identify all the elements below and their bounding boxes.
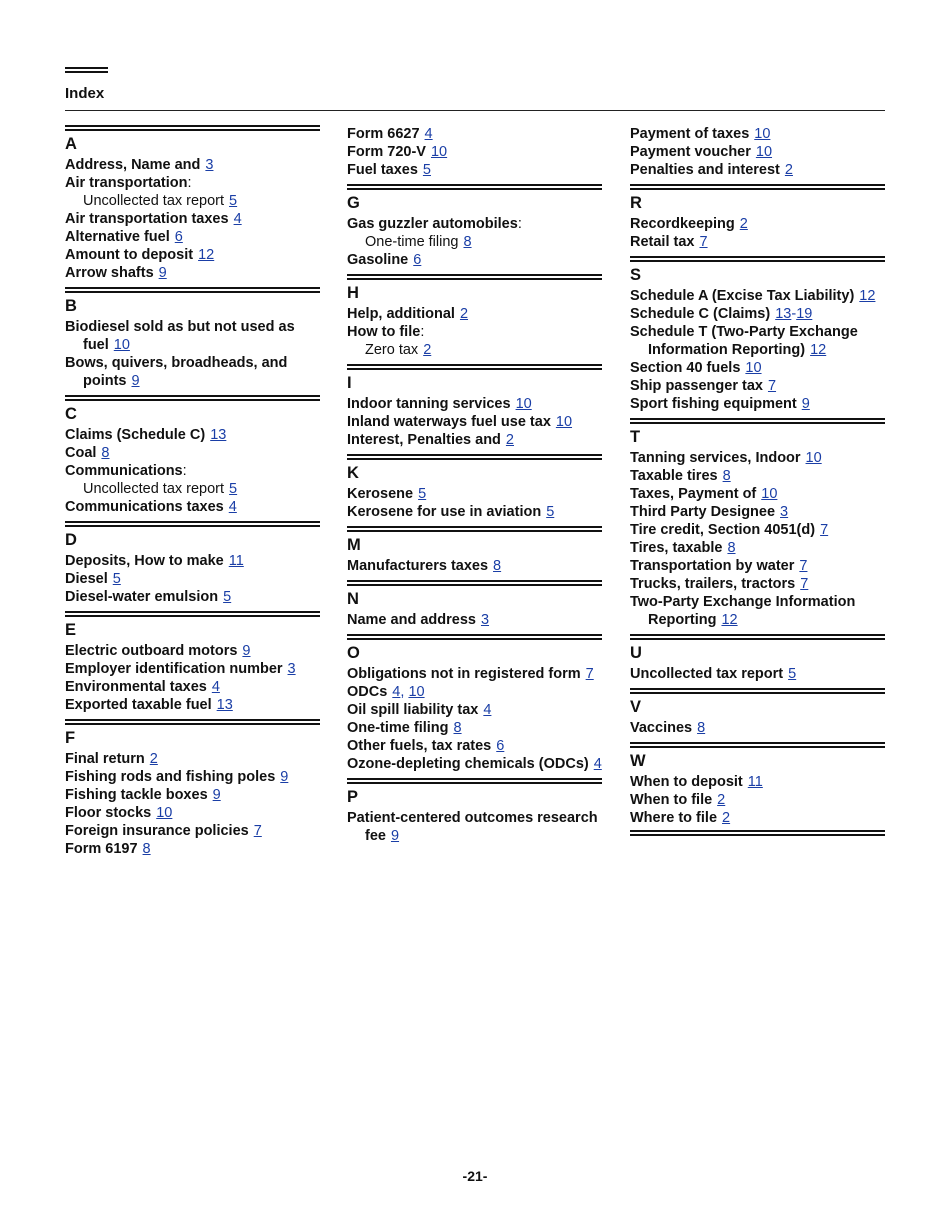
index-entry [630,557,885,575]
entry-term: Oil spill liability tax [347,702,479,718]
page-link[interactable]: 8 [727,540,736,556]
entry-term: Patient-centered outcomes research fee [347,810,598,844]
page-link[interactable]: 9 [280,769,289,785]
section-letter-a: A [65,135,77,153]
page-link[interactable]: 7 [699,234,708,250]
page-link[interactable]: 10 [805,450,822,466]
index-entry [630,485,885,503]
page-link[interactable]: 8 [463,234,472,250]
entry-term: Ozone-depleting chemicals (ODCs) [347,756,589,772]
index-entry [630,377,885,395]
entry-term: Interest, Penalties and [347,432,501,448]
entry-term: Floor stocks [65,805,152,821]
index-entry [65,354,320,390]
page-separator: , [400,684,409,700]
page-number: -21- [462,1168,488,1184]
section-divider [65,719,320,725]
page-link[interactable]: 6 [496,738,505,754]
entry-term: One-time filing [347,720,449,736]
index-entry [65,552,320,570]
page-link[interactable]: 10 [761,486,778,502]
entry-term: Schedule T (Two-Party Exchange Information Reporting) [630,324,858,358]
subentry-label: Zero tax [365,342,419,358]
entry-term: Air transportation taxes [65,211,229,227]
page-link[interactable]: 3 [287,661,296,677]
page-link[interactable]: 3 [205,157,214,173]
page-link[interactable]: 10 [408,684,425,700]
index-entry [630,503,885,521]
section-divider [347,580,602,586]
entry-term: Form 6627 [347,126,420,142]
page-link[interactable]: 2 [722,810,731,826]
entry-term: Kerosene [347,486,414,502]
section-divider [347,364,602,370]
section-letter-f: F [65,729,76,747]
section-divider [65,611,320,617]
index-column-2 [347,125,602,845]
entry-term: Ship passenger tax [630,378,763,394]
page-link[interactable]: 2 [423,342,432,358]
page-title: Index [65,85,105,102]
index-entry [630,359,885,377]
index-entry [347,305,602,323]
entry-colon: : [187,175,192,191]
page-link[interactable]: 12 [859,288,876,304]
entry-term: Schedule C (Claims) [630,306,771,322]
index-entry [630,719,885,737]
index-subentry [347,341,602,359]
entry-term: Environmental taxes [65,679,207,695]
page-link[interactable]: 2 [717,792,726,808]
entry-term: Payment of taxes [630,126,750,142]
page-link[interactable]: 5 [229,193,238,209]
section-divider [347,454,602,460]
index-entry [65,570,320,588]
entry-term: Where to file [630,810,718,826]
entry-term: Fishing tackle boxes [65,787,208,803]
page-link[interactable]: 8 [493,558,502,574]
page-separator: - [791,306,797,322]
index-entry [347,665,602,683]
index-entry [630,521,885,539]
page-link[interactable]: 10 [745,360,762,376]
page-link[interactable]: 10 [755,144,773,160]
entry-term: Recordkeeping [630,216,735,232]
page-link[interactable]: 4 [483,702,492,718]
section-letter-w: W [630,752,646,770]
entry-term: Form 720-V [347,144,426,160]
page-link[interactable]: 6 [174,229,183,245]
page-link[interactable]: 9 [131,373,140,389]
page-link[interactable]: 12 [721,612,738,628]
index-entry [65,264,320,282]
entry-colon: : [420,324,425,340]
page-link[interactable]: 9 [158,265,167,281]
section-divider [630,634,885,640]
index-subentry [65,192,320,210]
entry-term: Form 6197 [65,841,138,857]
entry-term: Taxes, Payment of [630,486,757,502]
page-link[interactable]: 4 [593,756,602,772]
section-letter-r: R [630,194,642,212]
entry-term: Arrow shafts [65,265,154,281]
header-divider [65,110,885,111]
entry-term: Alternative fuel [65,229,170,245]
index-entry [65,174,320,192]
entry-term: Coal [65,445,97,461]
entry-term: Schedule A (Excise Tax Liability) [630,288,855,304]
index-entry [65,210,320,228]
entry-term: ODCs [347,684,388,700]
page-link[interactable]: 11 [228,553,244,569]
index-entry [65,588,320,606]
index-entry [347,809,602,845]
index-subentry [65,480,320,498]
index-entry [65,804,320,822]
page-link[interactable]: 19 [796,306,813,322]
entry-term: Manufacturers taxes [347,558,489,574]
entry-colon: : [182,463,187,479]
entry-term: Two-Party Exchange Information Reporting [630,594,856,628]
index-entry [65,462,320,480]
index-entry [347,395,602,413]
entry-term: Exported taxable fuel [65,697,212,713]
index-entry [65,318,320,354]
page-link[interactable]: 12 [810,342,827,358]
entry-colon: : [517,216,522,232]
entry-term: Foreign insurance policies [65,823,249,839]
index-subentry [347,233,602,251]
entry-term: Third Party Designee [630,504,776,520]
entry-term: Gasoline [347,252,409,268]
page-link[interactable]: 5 [112,571,121,587]
index-entry [630,233,885,251]
index-entry [65,444,320,462]
page-link[interactable]: 5 [223,589,232,605]
index-entry [347,557,602,575]
entry-term: Claims (Schedule C) [65,427,206,443]
index-entry [65,246,320,264]
page-link[interactable]: 9 [242,643,251,659]
page-link[interactable]: 10 [515,396,532,412]
index-entry [347,737,602,755]
page-link[interactable]: 5 [788,666,797,682]
index-entry [630,791,885,809]
page-link[interactable]: 5 [422,162,431,178]
index-entry [65,786,320,804]
entry-term: Penalties and interest [630,162,780,178]
index-entry [65,750,320,768]
page-link[interactable]: 7 [253,823,262,839]
section-divider [347,184,602,190]
index-entry [630,323,885,359]
entry-term: Inland waterways fuel use tax [347,414,551,430]
page-link[interactable]: 10 [113,337,130,353]
page-link[interactable]: 8 [142,841,151,857]
page-link[interactable]: 10 [754,126,771,142]
section-letter-e: E [65,621,77,639]
entry-term: Communications taxes [65,499,224,515]
index-entry [347,161,602,179]
index-entry [630,143,885,161]
index-entry [347,413,602,431]
index-entry [630,161,885,179]
entry-term: Final return [65,751,145,767]
entry-term: Transportation by water [630,558,795,574]
entry-term: Indoor tanning services [347,396,511,412]
entry-term: Vaccines [630,720,693,736]
entry-term: Electric outboard motors [65,643,238,659]
page-link[interactable]: 8 [101,445,110,461]
index-entry [65,642,320,660]
subentry-label: One-time filing [365,234,459,250]
entry-term: Air transportation [65,175,188,191]
index-entry [630,773,885,791]
index-entry [630,809,885,827]
column-end-rule [630,830,885,836]
entry-term: Diesel-water emulsion [65,589,219,605]
section-divider [347,778,602,784]
page-link[interactable]: 13 [210,427,227,443]
subentry-label: Uncollected tax report [83,193,225,209]
section-divider [630,418,885,424]
section-letter-k: K [347,464,359,482]
page-link[interactable]: 10 [156,805,173,821]
entry-term: Tire credit, Section 4051(d) [630,522,816,538]
section-letter-t: T [630,428,641,446]
index-entry [347,143,602,161]
page-link[interactable]: 11 [747,774,763,790]
index-column-1 [65,125,320,858]
index-entry [347,719,602,737]
section-letter-m: M [347,536,361,554]
entry-term: Employer identification number [65,661,283,677]
section-divider [630,256,885,262]
subentry-label: Uncollected tax report [83,481,225,497]
section-divider [65,287,320,293]
page-link[interactable]: 6 [413,252,422,268]
entry-term: Taxable tires [630,468,718,484]
entry-term: Tanning services, Indoor [630,450,801,466]
page-link[interactable]: 7 [799,558,808,574]
entry-term: How to file [347,324,421,340]
section-letter-v: V [630,698,642,716]
index-entry [630,593,885,629]
section-letter-i: I [347,374,352,392]
page-link[interactable]: 5 [418,486,427,502]
index-entry [347,611,602,629]
page-link[interactable]: 3 [480,612,490,628]
entry-term: Deposits, How to make [65,553,224,569]
index-column-3 [630,125,885,836]
entry-term: Diesel [65,571,108,587]
index-entry [65,156,320,174]
index-entry [65,228,320,246]
entry-term: Tires, taxable [630,540,723,556]
page-link[interactable]: 2 [784,162,793,178]
index-entry [65,840,320,858]
page-link[interactable]: 7 [800,576,809,592]
section-letter-u: U [630,644,642,662]
page-link[interactable]: 5 [546,504,555,520]
entry-term: Help, additional [347,306,455,322]
section-divider [630,742,885,748]
entry-term: Sport fishing equipment [630,396,797,412]
entry-term: Obligations not in registered form [347,666,581,682]
page-link[interactable]: 8 [453,720,462,736]
section-divider [630,184,885,190]
index-entry [630,467,885,485]
section-letter-p: P [347,788,359,806]
section-letter-h: H [347,284,359,302]
page-link[interactable]: 10 [430,144,448,160]
page-link[interactable]: 3 [780,504,789,520]
section-letter-d: D [65,531,77,549]
header-ornament-rule [65,67,108,73]
page-link[interactable]: 8 [697,720,706,736]
index-entry [630,665,885,683]
index-entry [347,251,602,269]
page-link[interactable]: 4 [211,679,220,695]
index-entry [347,125,602,143]
page-link[interactable]: 4 [424,126,433,142]
entry-term: Kerosene for use in aviation [347,504,542,520]
section-letter-c: C [65,405,77,423]
entry-term: Section 40 fuels [630,360,741,376]
index-entry [630,215,885,233]
index-entry [65,822,320,840]
section-divider [347,526,602,532]
entry-term: Biodiesel sold as but not used as fuel [65,319,295,353]
page-link[interactable]: 12 [198,247,215,263]
index-entry [347,683,602,701]
page-link[interactable]: 4 [228,499,237,515]
page-link[interactable]: 2 [505,432,514,448]
entry-term: Uncollected tax report [630,666,784,682]
index-entry [630,305,885,323]
section-letter-s: S [630,266,642,284]
entry-term: Gas guzzler automobiles [347,216,518,232]
entry-term: Retail tax [630,234,695,250]
page-link[interactable]: 2 [739,216,748,232]
entry-term: When to file [630,792,713,808]
index-entry [630,395,885,413]
entry-term: Fuel taxes [347,162,418,178]
index-entry [65,768,320,786]
entry-term: Amount to deposit [65,247,194,263]
page-link[interactable]: 8 [722,468,731,484]
index-entry [347,215,602,233]
page-link[interactable]: 9 [390,828,400,844]
page-link[interactable]: 9 [801,396,810,412]
index-entry [347,701,602,719]
section-divider [347,634,602,640]
page-link[interactable]: 2 [459,306,469,322]
section-divider [630,688,885,694]
index-entry [630,287,885,305]
index-entry [630,575,885,593]
index-entry [347,431,602,449]
page-link[interactable]: 7 [585,666,594,682]
index-entry [65,696,320,714]
section-divider [347,274,602,280]
entry-term: Other fuels, tax rates [347,738,492,754]
page-link[interactable]: 7 [820,522,829,538]
index-entry [347,755,602,773]
index-entry [65,660,320,678]
index-entry [630,449,885,467]
index-entry [347,485,602,503]
entry-term: Bows, quivers, broadheads, and points [65,355,288,389]
page-link[interactable]: 2 [149,751,158,767]
page-link[interactable]: 4 [233,211,242,227]
section-divider [65,125,320,131]
section-letter-g: G [347,194,360,212]
index-entry [347,323,602,341]
section-divider [65,521,320,527]
entry-term: Name and address [347,612,476,628]
section-letter-b: B [65,297,77,315]
page-link[interactable]: 10 [555,414,573,430]
page-link[interactable]: 5 [229,481,238,497]
index-entry [630,125,885,143]
page-link[interactable]: 9 [212,787,221,803]
entry-term: Address, Name and [65,157,201,173]
entry-term: Trucks, trailers, tractors [630,576,796,592]
section-letter-o: O [347,644,360,662]
page-link[interactable]: 7 [767,378,777,394]
page-link[interactable]: 13 [775,306,792,322]
entry-term: Communications [65,463,183,479]
index-entry [347,503,602,521]
entry-term: Fishing rods and fishing poles [65,769,276,785]
index-entry [65,426,320,444]
index-entry [65,498,320,516]
page-link[interactable]: 4 [392,684,401,700]
entry-term: Payment voucher [630,144,751,160]
section-divider [65,395,320,401]
page-link[interactable]: 13 [216,697,233,713]
index-entry [630,539,885,557]
section-letter-n: N [347,590,359,608]
index-entry [65,678,320,696]
entry-term: When to deposit [630,774,743,790]
